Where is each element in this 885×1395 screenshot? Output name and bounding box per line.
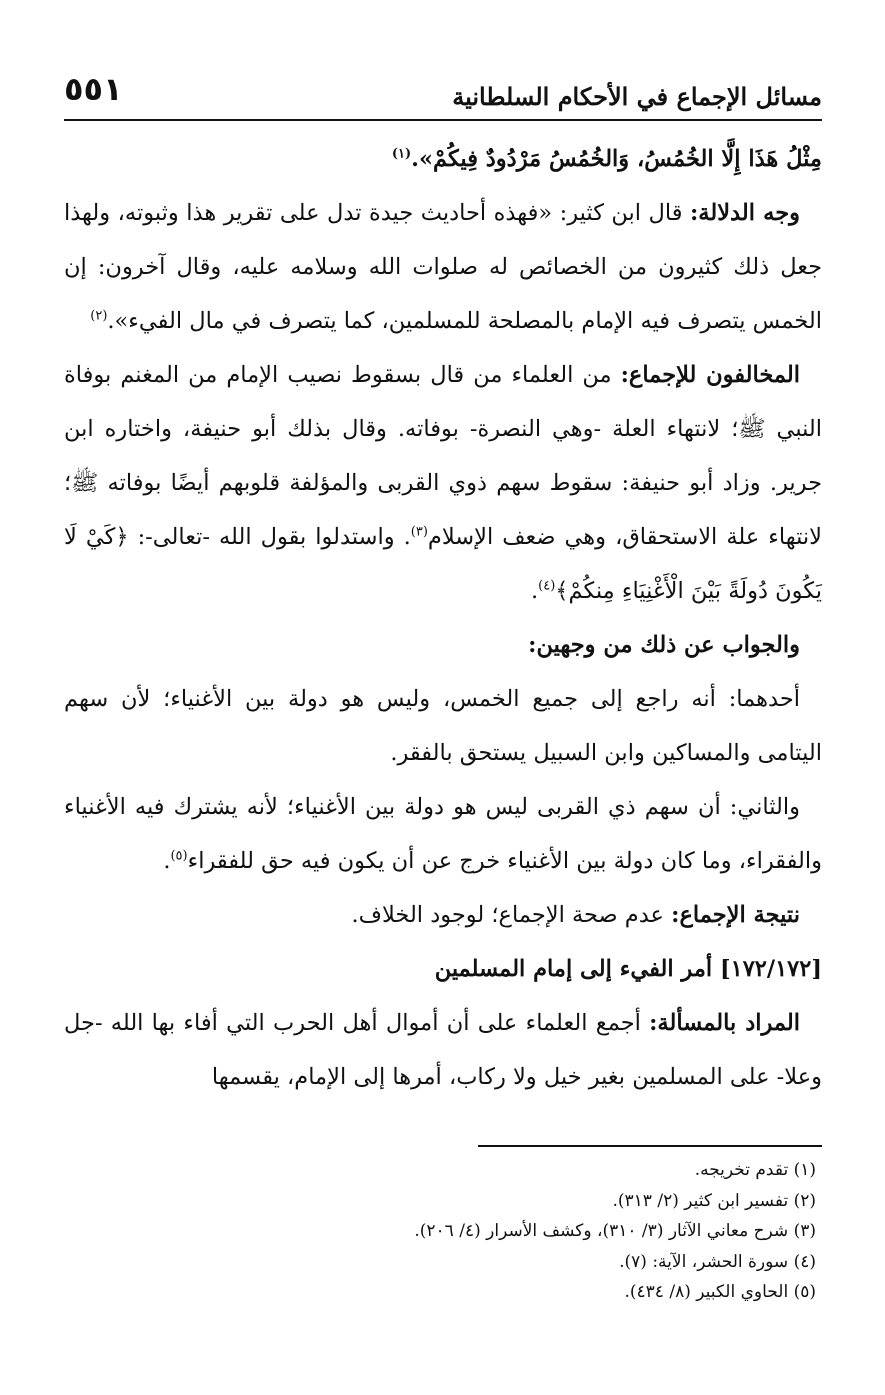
footnote-item: (٥) الحاوي الكبير (٨/ ٤٣٤). bbox=[624, 1282, 816, 1302]
paragraph-text: قال ابن كثير: «فهذه أحاديث جيدة تدل على تقرير هذا وثبوته، ولهذا جعل ذلك كثيرون من الخصائص له صلوات الله وسلامه عليه، وقال آخرون: إن الخمس يتصرف فيه الإمام بالمصلحة للمسلمين، كما يتصرف في مال الفيء». bbox=[64, 200, 822, 334]
footnote-divider bbox=[478, 1145, 822, 1147]
paragraph-label: وجه الدلالة: bbox=[690, 200, 800, 226]
answer-second bbox=[64, 780, 822, 888]
paragraph-label: نتيجة الإجماع: bbox=[671, 902, 800, 928]
paragraph-label: المراد بالمسألة: bbox=[649, 1010, 800, 1036]
paragraph-text-continued: . واستدلوا بقول الله -تعالى-: ﴿كَيْ لَا يَكُونَ دُولَةً بَيْنَ الْأَغْنِيَاءِ مِنكُمْ﴾ bbox=[64, 524, 822, 604]
hadith-ending bbox=[64, 132, 822, 186]
footnotes bbox=[64, 1155, 822, 1308]
note-ref-4: (٤) bbox=[538, 578, 556, 594]
note-ref-5: (٥) bbox=[170, 848, 188, 864]
paragraph-intent bbox=[64, 996, 822, 1104]
paragraph-label: المخالفون للإجماع: bbox=[620, 362, 800, 388]
paragraph-end: . bbox=[163, 848, 171, 874]
main-text bbox=[64, 132, 822, 1104]
footnote-item: (٣) شرح معاني الآثار (٣/ ٣١٠)، وكشف الأسرار (٤/ ٢٠٦). bbox=[414, 1221, 816, 1241]
note-ref-2: (٢) bbox=[90, 308, 108, 324]
paragraph-opponents bbox=[64, 348, 822, 618]
page-number: ٥٥١ bbox=[64, 70, 123, 108]
note-ref-1: (١) bbox=[391, 146, 412, 162]
paragraph-end: . bbox=[530, 578, 539, 604]
footnote-item: (٢) تفسير ابن كثير (٢/ ٣١٣). bbox=[612, 1190, 816, 1211]
paragraph-text: من العلماء من قال بسقوط نصيب الإمام من المغنم بوفاة النبي ﷺ؛ لانتهاء العلة -وهي النصرة- بوفاته. وقال بذلك أبو حنيفة، واختاره ابن جرير. وزاد أبو حنيفة: سقوط سهم ذوي القربى والمؤلفة قلوبهم أيضًا بوفاته ﷺ؛ لانتهاء علة الاستحقاق، وهي ضعف الإسلام bbox=[64, 362, 822, 550]
paragraph-text: والثاني: أن سهم ذي القربى ليس هو دولة بين الأغنياء؛ لأنه يشترك فيه الأغنياء والفقراء، وما كان دولة بين الأغنياء خرج عن أن يكون فيه حق للفقراء bbox=[64, 794, 822, 874]
header-title: مسائل الإجماع في الأحكام السلطانية bbox=[452, 82, 822, 111]
answer-first: أحدهما: أنه راجع إلى جميع الخمس، وليس هو دولة بين الأغنياء؛ لأن سهم اليتامى والمساكين وابن السبيل يستحق بالفقر. bbox=[64, 686, 822, 766]
section-heading: [١٧٢/١٧٢] أمر الفيء إلى إمام المسلمين bbox=[434, 956, 822, 982]
paragraph-text: أجمع العلماء على أن أموال أهل الحرب التي أفاء بها الله -جل وعلا- على المسلمين بغير خيل ولا ركاب، أمرها إلى الإمام، يقسمها bbox=[64, 1010, 822, 1090]
running-header bbox=[64, 70, 822, 116]
paragraph-result bbox=[64, 888, 822, 942]
footnote-item: (١) تقدم تخريجه. bbox=[694, 1160, 816, 1180]
footnote-item: (٤) سورة الحشر، الآية: (٧). bbox=[619, 1251, 816, 1272]
paragraph-text: عدم صحة الإجماع؛ لوجود الخلاف. bbox=[351, 902, 672, 928]
paragraph-evidence bbox=[64, 186, 822, 348]
header-divider bbox=[64, 119, 822, 121]
answer-heading: والجواب عن ذلك من وجهين: bbox=[528, 632, 800, 658]
hadith-text: مِثْلُ هَذَا إِلَّا الخُمُسُ، وَالخُمُسُ مَرْدُودٌ فِيكُمْ». bbox=[411, 146, 822, 172]
note-ref-3: (٣) bbox=[410, 524, 428, 540]
